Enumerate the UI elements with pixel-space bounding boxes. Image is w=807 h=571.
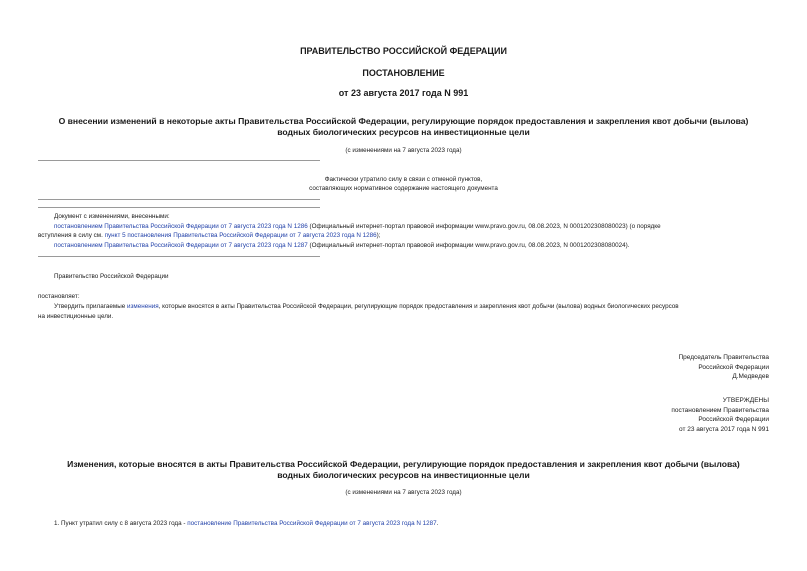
- document-type: ПОСТАНОВЛЕНИЕ: [362, 68, 445, 78]
- approved-line2: постановлением Правительства: [671, 406, 769, 414]
- approve-paragraph: Утвердить прилагаемые изменения, которые вносятся в акты Правительства Российской Федерации, регулирующие порядок предоставления и закрепления квот добычи (вылова) водных биологических ресурсов: [54, 303, 679, 310]
- signature-line2: Российской Федерации: [698, 363, 769, 371]
- document-title-line2: водных биологических ресурсов на инвестиционные цели: [277, 127, 530, 137]
- status-line2: составляющих нормативное содержание настоящего документа: [309, 185, 498, 192]
- revision-note: (с изменениями на 7 августа 2023 года): [345, 147, 462, 154]
- divider: [38, 199, 320, 200]
- approved-block: [671, 396, 769, 434]
- signature-line1: Председатель Правительства: [678, 354, 769, 361]
- annex-title-line2: водных биологических ресурсов на инвестиционные цели: [277, 470, 530, 480]
- decides: постановляет:: [38, 293, 80, 300]
- changes-link[interactable]: изменения: [127, 303, 159, 310]
- effective-date-link[interactable]: пункт 5 постановления Правительства Российской Федерации от 7 августа 2023 года N 1286: [104, 232, 377, 239]
- document-title-line1: О внесении изменений в некоторые акты Правительства Российской Федерации, регулирующие порядок предоставления и закрепления квот добычи (вылова): [58, 116, 749, 126]
- issuer: Правительство Российской Федерации: [54, 273, 169, 280]
- approve-paragraph-cont: на инвестиционные цели.: [38, 313, 114, 320]
- document-date: от 23 августа 2017 года N 991: [338, 88, 469, 98]
- divider: [38, 160, 320, 161]
- changes-item-1-cont: вступления в силу см. пункт 5 постановления Правительства Российской Федерации от 7 августа 2023 года N 1286);: [38, 232, 381, 239]
- government-heading: ПРАВИТЕЛЬСТВО РОССИЙСКОЙ ФЕДЕРАЦИИ: [300, 46, 507, 56]
- signature-name: Д.Медведев: [732, 373, 769, 381]
- annex-title-line1: Изменения, которые вносятся в акты Правительства Российской Федерации, регулирующие порядок предоставления и закрепления квот добычи (вылова): [67, 459, 740, 469]
- signature-block: [678, 353, 769, 382]
- divider: [38, 256, 320, 257]
- amendment-link-1287[interactable]: постановлением Правительства Российской Федерации от 7 августа 2023 года N 1287: [54, 242, 308, 249]
- changes-heading: Документ с изменениями, внесенными:: [54, 213, 170, 220]
- approved-line3: Российской Федерации: [698, 416, 769, 424]
- approved-line1: УТВЕРЖДЕНЫ: [722, 397, 769, 404]
- changes-item-2: постановлением Правительства Российской Федерации от 7 августа 2023 года N 1287 (Официальный интернет-портал правовой информации www.pravo.gov.ru, 08.08.2023, N 0001202308080024).: [54, 242, 630, 249]
- approved-line4: от 23 августа 2017 года N 991: [678, 425, 769, 433]
- changes-item-1: постановлением Правительства Российской Федерации от 7 августа 2023 года N 1286 (Официальный интернет-портал правовой информации www.pravo.gov.ru, 08.08.2023, N 0001202308080023) (о порядке: [54, 223, 661, 230]
- status-line1: Фактически утратило силу в связи с отменой пунктов,: [324, 176, 483, 183]
- divider: [38, 207, 320, 208]
- annex-revision-note: (с изменениями на 7 августа 2023 года): [345, 489, 462, 496]
- amendment-link-1286[interactable]: постановлением Правительства Российской Федерации от 7 августа 2023 года N 1286: [54, 223, 308, 230]
- repeal-link-1287[interactable]: постановление Правительства Российской Федерации от 7 августа 2023 года N 1287: [187, 520, 437, 527]
- annex-point-1: 1. Пункт утратил силу с 8 августа 2023 года - постановление Правительства Российской Федерации от 7 августа 2023 года N 1287.: [54, 520, 439, 527]
